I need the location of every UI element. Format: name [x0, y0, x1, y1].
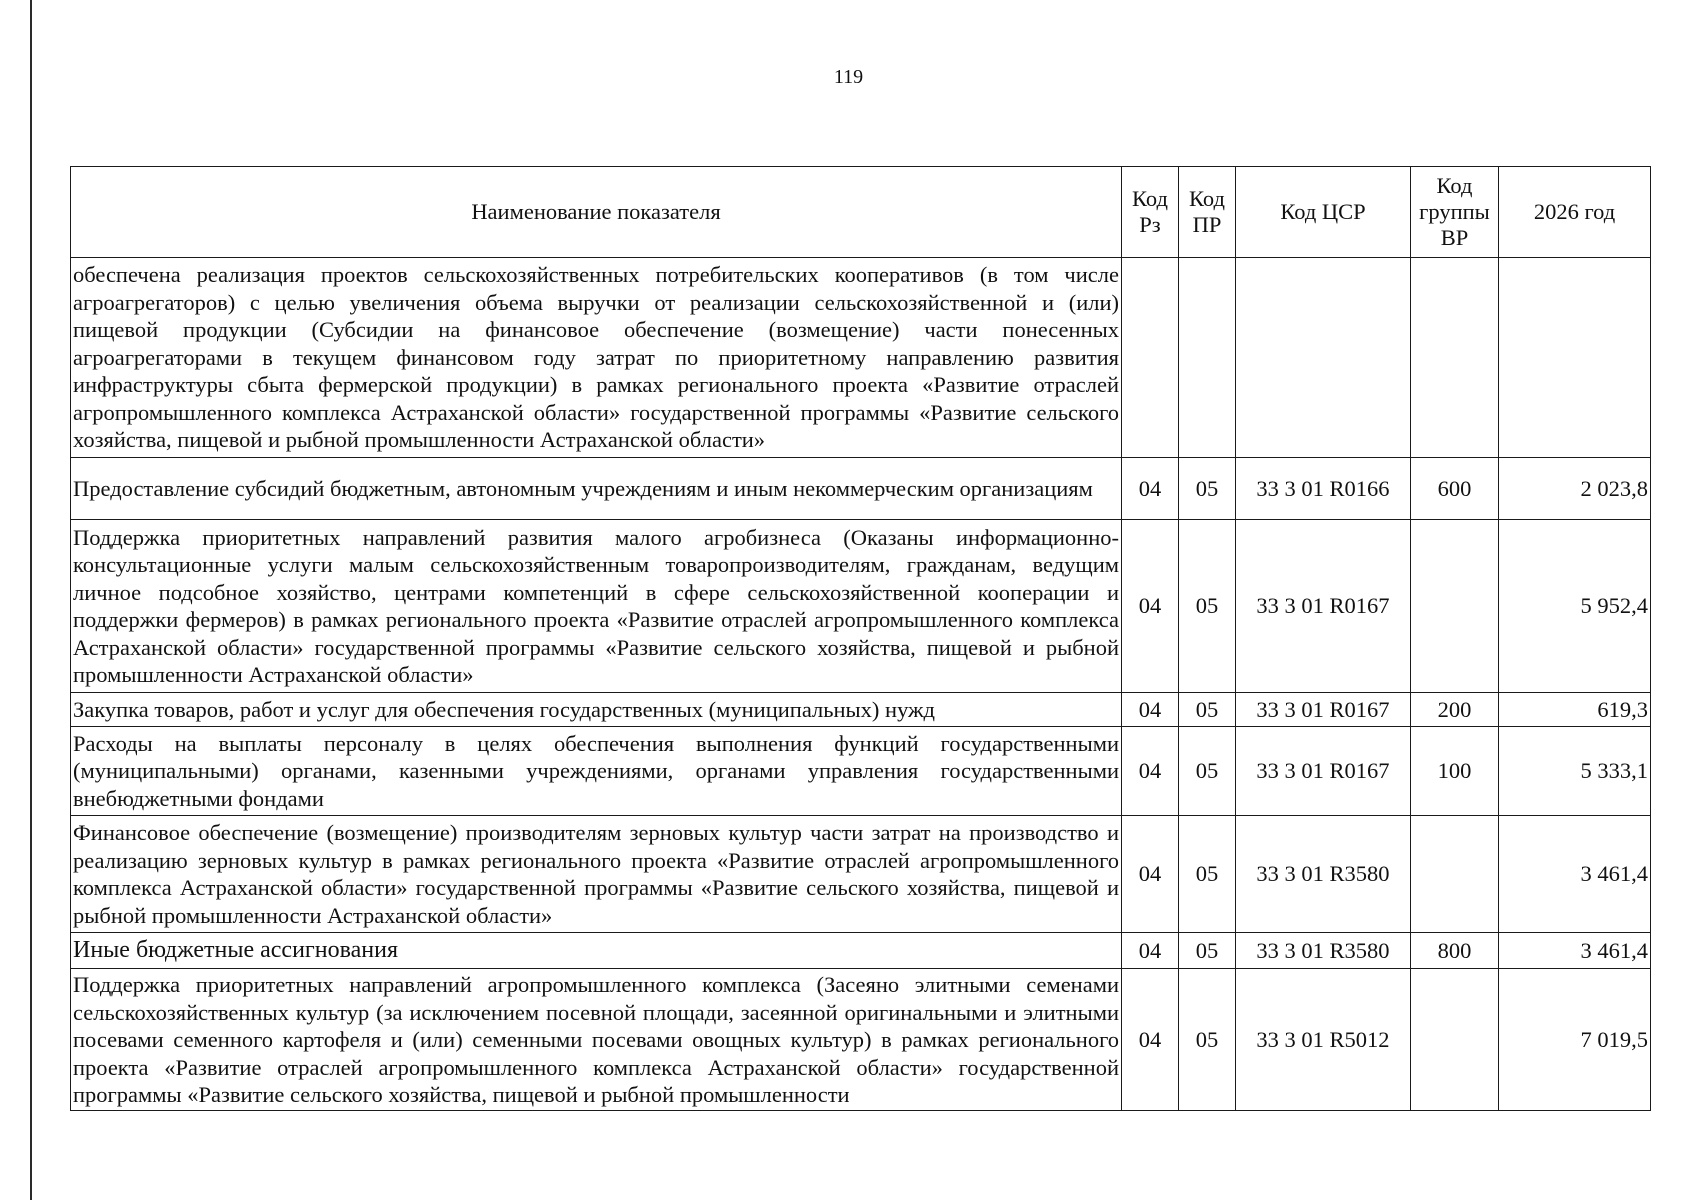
row-pr: 05: [1179, 693, 1236, 727]
row-pr: 05: [1179, 458, 1236, 520]
row-pr: 05: [1179, 727, 1236, 816]
table-row: [71, 520, 1651, 693]
row-sum: 2 023,8: [1499, 458, 1651, 520]
row-name: обеспечена реализация проектов сельскохозяйственных потребительских кооперативов (в том числе агроагрегаторов) с целью увеличения объема выручки от реализации сельскохозяйственной и (или) пищевой продукции (Субсидии на финансовое обеспечение (возмещение) части понесенных агроагрегаторами в текущем финансовом году затрат по приоритетному направлению развития инфраструктуры сбыта фермерской продукции) в рамках регионального проекта «Развитие отраслей агропромышленного комплекса Астраханской области» государственной программы «Развитие сельского хозяйства, пищевой и рыбной промышленности Астраханской области»: [71, 258, 1122, 458]
row-pr: 05: [1179, 816, 1236, 933]
row-name: Расходы на выплаты персоналу в целях обеспечения выполнения функций государственными (муниципальными) органами, казенными учреждениями, органами управления государственными внебюджетными фондами: [71, 727, 1122, 816]
row-vr: 100: [1411, 727, 1499, 816]
row-rz: 04: [1122, 693, 1179, 727]
row-rz: 04: [1122, 816, 1179, 933]
row-sum: 5 952,4: [1499, 520, 1651, 693]
header-sum: 2026 год: [1499, 167, 1651, 258]
budget-table: [70, 166, 1651, 1111]
row-pr: 05: [1179, 969, 1236, 1111]
row-sum: 5 333,1: [1499, 727, 1651, 816]
table-row: [71, 816, 1651, 933]
scan-edge-line: [30, 0, 32, 1200]
row-rz: 04: [1122, 727, 1179, 816]
row-csr: 33 3 01 R3580: [1236, 933, 1411, 969]
row-csr: 33 3 01 R0167: [1236, 693, 1411, 727]
header-pr: Код ПР: [1179, 167, 1236, 258]
row-csr: 33 3 01 R3580: [1236, 816, 1411, 933]
row-name: Поддержка приоритетных направлений агропромышленного комплекса (Засеяно элитными семенами сельскохозяйственных культур (за исключением посевной площади, засеянной оригинальными и элитными посевами семенного картофеля и (или) семенными посевами овощных культур) в рамках регионального проекта «Развитие отраслей агропромышленного комплекса Астраханской области» государственной программы «Развитие сельского хозяйства, пищевой и рыбной промышленности: [73, 972, 1119, 1107]
row-name: Предоставление субсидий бюджетным, автономным учреждениям и иным некоммерческим организациям: [71, 458, 1122, 520]
header-vr: Код группы ВР: [1411, 167, 1499, 258]
row-pr: 05: [1179, 933, 1236, 969]
row-csr: 33 3 01 R0166: [1236, 458, 1411, 520]
table-row: [71, 933, 1651, 969]
row-sum: 619,3: [1499, 693, 1651, 727]
row-rz: [1122, 258, 1179, 458]
page-number: 119: [833, 66, 864, 88]
row-name: Поддержка приоритетных направлений развития малого агробизнеса (Оказаны информационно-консультационные услуги малым сельскохозяйственным товаропроизводителям, гражданам, ведущим личное подсобное хозяйство, центрами компетенций в сфере сельскохозяйственной кооперации и поддержки фермеров) в рамках регионального проекта «Развитие отраслей агропромышленного комплекса Астраханской области» государственной программы «Развитие сельского хозяйства, пищевой и рыбной промышленности Астраханской области»: [71, 520, 1122, 693]
row-vr: 600: [1411, 458, 1499, 520]
row-csr: [1236, 258, 1411, 458]
header-name: Наименование показателя: [71, 167, 1122, 258]
table-row: [71, 969, 1651, 1111]
row-rz: 04: [1122, 458, 1179, 520]
header-rz: Код Рз: [1122, 167, 1179, 258]
row-pr: [1179, 258, 1236, 458]
table-header: [71, 167, 1651, 258]
table-body: [71, 258, 1651, 1111]
row-csr: 33 3 01 R0167: [1236, 520, 1411, 693]
header-row: [71, 167, 1651, 258]
row-rz: 04: [1122, 520, 1179, 693]
row-name: Иные бюджетные ассигнования: [71, 933, 1122, 969]
row-csr: 33 3 01 R0167: [1236, 727, 1411, 816]
row-sum: 3 461,4: [1499, 816, 1651, 933]
row-name: Закупка товаров, работ и услуг для обеспечения государственных (муниципальных) нужд: [71, 693, 1122, 727]
row-sum: 7 019,5: [1499, 969, 1651, 1111]
row-sum: 3 461,4: [1499, 933, 1651, 969]
table-row: [71, 258, 1651, 458]
table-row: [71, 727, 1651, 816]
header-csr: Код ЦСР: [1236, 167, 1411, 258]
row-vr: 800: [1411, 933, 1499, 969]
table-row: [71, 458, 1651, 520]
row-sum: [1499, 258, 1651, 458]
row-vr: [1411, 258, 1499, 458]
row-vr: [1411, 520, 1499, 693]
row-name: Финансовое обеспечение (возмещение) производителям зерновых культур части затрат на производство и реализацию зерновых культур в рамках регионального проекта «Развитие отраслей агропромышленного комплекса Астраханской области» государственной программы «Развитие сельского хозяйства, пищевой и рыбной промышленности Астраханской области»: [71, 816, 1122, 933]
row-csr: 33 3 01 R5012: [1236, 969, 1411, 1111]
row-name-cell: [71, 969, 1122, 1111]
row-rz: 04: [1122, 933, 1179, 969]
row-vr: [1411, 816, 1499, 933]
row-pr: 05: [1179, 520, 1236, 693]
row-vr: 200: [1411, 693, 1499, 727]
row-vr: [1411, 969, 1499, 1111]
row-rz: 04: [1122, 969, 1179, 1111]
table-row: [71, 693, 1651, 727]
